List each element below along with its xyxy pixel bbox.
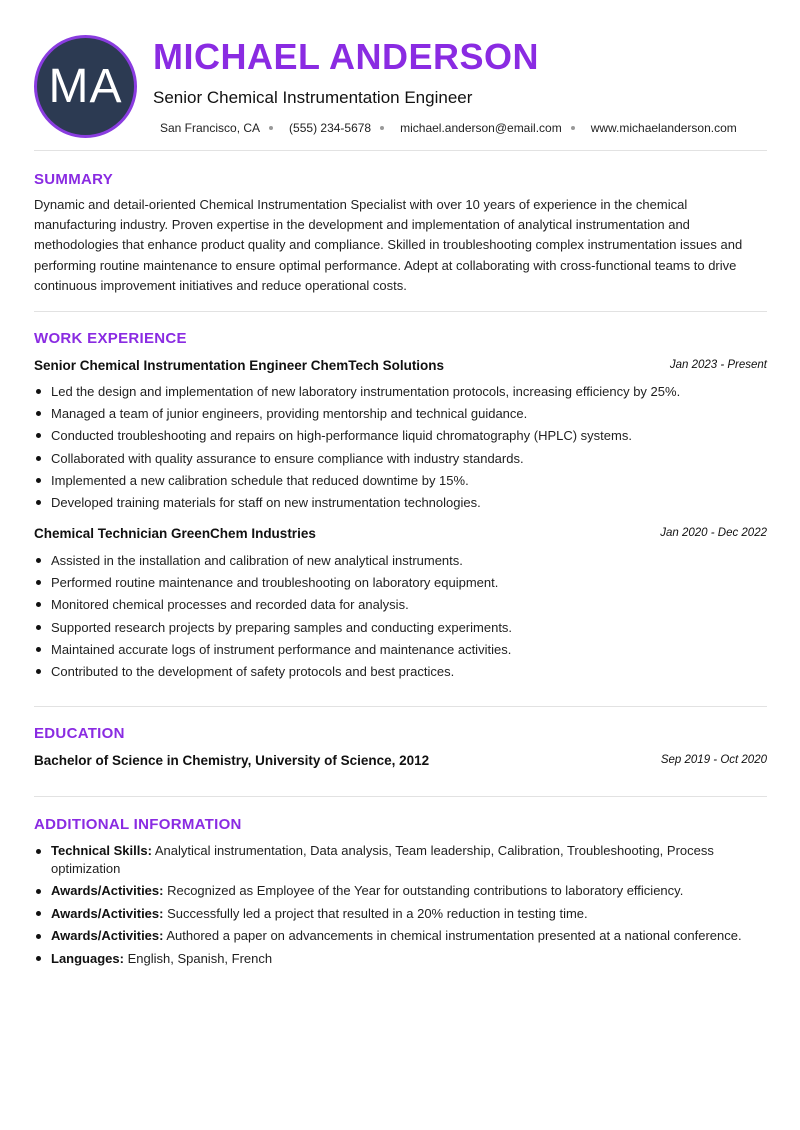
item-label: Awards/Activities: bbox=[51, 883, 164, 899]
candidate-name: MICHAEL ANDERSON bbox=[153, 36, 540, 77]
avatar bbox=[34, 35, 137, 138]
item-text: English, Spanish, French bbox=[123, 950, 273, 966]
list-item: Implemented a new calibration schedule that reduced downtime by 15%. bbox=[34, 472, 767, 494]
item-label: Awards/Activities: bbox=[51, 928, 164, 944]
job-bullet-list bbox=[34, 383, 767, 516]
education-heading: EDUCATION bbox=[34, 725, 125, 742]
job-header bbox=[34, 526, 767, 544]
list-item bbox=[34, 950, 767, 968]
contact-website[interactable]: www.michaelanderson.com bbox=[590, 121, 737, 135]
education-date: Sep 2019 - Oct 2020 bbox=[660, 754, 767, 766]
separator-dot-icon bbox=[380, 126, 384, 130]
item-label: Awards/Activities: bbox=[51, 905, 164, 921]
contact-phone: (555) 234-5678 bbox=[289, 121, 372, 135]
item-text: Successfully led a project that resulted in a 20% reduction in testing time. bbox=[163, 905, 588, 921]
item-label: Technical Skills: bbox=[51, 843, 152, 858]
summary-heading: SUMMARY bbox=[34, 171, 114, 188]
job-role: Senior Chemical Instrumentation Engineer ChemTech Solutions bbox=[34, 358, 445, 373]
divider bbox=[34, 150, 767, 151]
list-item: Led the design and implementation of new laboratory instrumentation protocols, increasing efficiency by 25%. bbox=[34, 383, 767, 405]
item-text: Analytical instrumentation, Data analysis, Team leadership, Calibration, Troubleshooting, Process optimization bbox=[51, 843, 714, 876]
education-entry bbox=[34, 753, 767, 771]
item-text: Recognized as Employee of the Year for outstanding contributions to laboratory efficiency. bbox=[163, 883, 684, 899]
summary-text: Dynamic and detail-oriented Chemical Instrumentation Specialist with over 10 years of experience in the chemical manufacturing industry. Proven expertise in the development and implementation of analytical instrumentation and methodologies that enhance product quality and compliance. Skilled in troubleshooting complex instrumentation issues and performing routine maintenance to ensure optimal performance. Adept at collaborating with cross-functional teams to drive continuous improvement initiatives and reduce operational costs. bbox=[34, 197, 743, 293]
separator-dot-icon bbox=[571, 126, 575, 130]
job-role: Chemical Technician GreenChem Industries bbox=[34, 526, 316, 541]
list-item bbox=[34, 927, 767, 945]
list-item: Developed training materials for staff on new instrumentation technologies. bbox=[34, 494, 767, 516]
avatar-initials: MA bbox=[48, 60, 123, 113]
job-header bbox=[34, 358, 767, 376]
list-item: Monitored chemical processes and recorded data for analysis. bbox=[34, 596, 767, 618]
job-date: Jan 2023 - Present bbox=[669, 359, 767, 371]
list-item: Conducted troubleshooting and repairs on high-performance liquid chromatography (HPLC) systems. bbox=[34, 427, 767, 449]
list-item: Maintained accurate logs of instrument performance and maintenance activities. bbox=[34, 641, 767, 663]
separator-dot-icon bbox=[269, 126, 273, 130]
list-item: Assisted in the installation and calibration of new analytical instruments. bbox=[34, 552, 767, 574]
additional-heading: ADDITIONAL INFORMATION bbox=[34, 816, 242, 833]
list-item: Contributed to the development of safety protocols and best practices. bbox=[34, 663, 767, 685]
additional-list bbox=[34, 842, 767, 972]
education-degree: Bachelor of Science in Chemistry, University of Science, 2012 bbox=[34, 753, 430, 768]
divider bbox=[34, 706, 767, 707]
item-label: Languages: bbox=[51, 950, 124, 966]
list-item: Supported research projects by preparing samples and conducting experiments. bbox=[34, 619, 767, 641]
list-item: Collaborated with quality assurance to ensure compliance with industry standards. bbox=[34, 450, 767, 472]
experience-heading: WORK EXPERIENCE bbox=[34, 330, 187, 347]
divider bbox=[34, 796, 767, 797]
candidate-title: Senior Chemical Instrumentation Engineer bbox=[153, 88, 473, 107]
item-text: Authored a paper on advancements in chemical instrumentation presented at a national conference. bbox=[163, 928, 742, 944]
job-date: Jan 2020 - Dec 2022 bbox=[660, 527, 767, 539]
job-bullet-list bbox=[34, 552, 767, 685]
list-item: Performed routine maintenance and troubleshooting on laboratory equipment. bbox=[34, 574, 767, 596]
list-item bbox=[34, 842, 767, 878]
contact-bar bbox=[160, 121, 737, 135]
list-item bbox=[34, 882, 767, 900]
contact-location: San Francisco, CA bbox=[160, 121, 261, 135]
list-item: Managed a team of junior engineers, providing mentorship and technical guidance. bbox=[34, 405, 767, 427]
contact-email[interactable]: michael.anderson@email.com bbox=[400, 121, 562, 135]
divider bbox=[34, 311, 767, 312]
list-item bbox=[34, 905, 767, 923]
